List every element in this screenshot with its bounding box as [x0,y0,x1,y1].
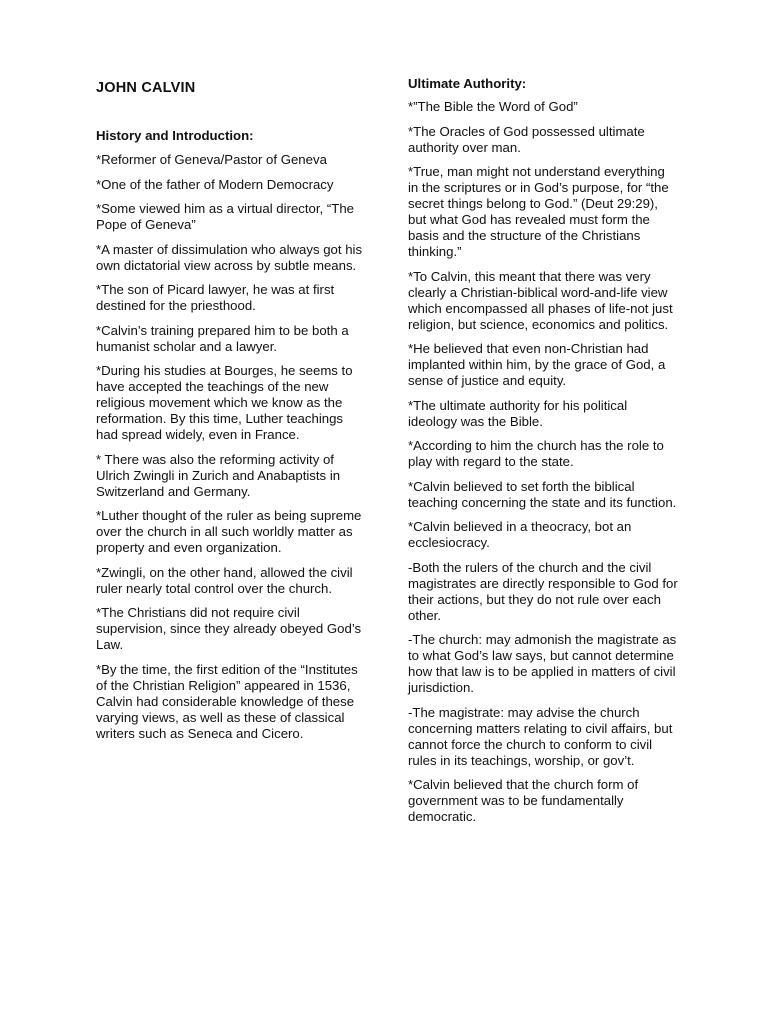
paragraph: *Calvin’s training prepared him to be both a humanist scholar and a lawyer. [96,322,349,354]
paragraph: *Calvin believed that the church form of government was to be fundamentally democratic. [408,777,639,824]
paragraph: *By the time, the first edition of the “Institutes of the Christian Religion” appeared in 1536, Calvin had considerable knowledge of these varying views, as well as these of classical writers such as Seneca and Cicero. [96,661,358,741]
paragraph: *Calvin believed in a theocracy, bot an ecclesiocracy. [408,519,632,550]
section-heading-ultimate-authority: Ultimate Authority: [408,76,527,91]
paragraph: *One of the father of Modern Democracy [96,176,334,192]
paragraph: *According to him the church has the role to play with regard to the state. [408,438,664,469]
paragraph: *A master of dissimulation who always got his own dictatorial view across by subtle means. [96,241,363,273]
paragraph: *”The Bible the Word of God” [408,99,578,114]
paragraph: *He believed that even non-Christian had implanted within him, by the grace of God, a sense of justice and equity. [408,341,666,388]
paragraph: *The son of Picard lawyer, he was at first destined for the priesthood. [96,282,335,313]
paragraph: *Some viewed him as a virtual director, “The Pope of Geneva” [96,201,354,232]
paragraph: *Reformer of Geneva/Pastor of Geneva [96,152,327,167]
paragraph: *The Oracles of God possessed ultimate authority over man. [408,123,645,155]
paragraph: *Luther thought of the ruler as being supreme over the church in all such worldly matter as property and even organization. [96,508,362,555]
paragraph: *The ultimate authority for his political ideology was the Bible. [408,397,628,429]
paragraph: *During his studies at Bourges, he seems to have accepted the teachings of the new religious movement which we know as the reformation. By this time, Luther teachings had spread widely, even in France. [96,363,353,442]
paragraph: *Calvin believed to set forth the biblical teaching concerning the state and its function. [408,478,677,510]
paragraph: -Both the rulers of the church and the civil magistrates are directly responsible to God for their actions, but they do not rule over each other. [408,559,678,623]
paragraph: * There was also the reforming activity of Ulrich Zwingli in Zurich and Anabaptists in Switzerland and Germany. [96,451,341,499]
right-column [408,76,678,834]
paragraph: *Zwingli, on the other hand, allowed the civil ruler nearly total control over the church. [96,564,353,596]
section-heading-history: History and Introduction: [96,128,254,143]
paragraph: *To Calvin, this meant that there was very clearly a Christian-biblical word-and-life view which encompassed all phases of life-not just religion, but science, economics and politics. [408,268,673,332]
left-column [96,72,366,750]
document-title: JOHN CALVIN [96,80,196,96]
paragraph: -The church: may admonish the magistrate as to what God’s law says, but cannot determine how that law is to be applied in matters of civil jurisdiction. [408,632,677,695]
paragraph: *True, man might not understand everything in the scriptures or in God’s purpose, for “the secret things belong to God.” (Deut 29:29), but what God has revealed must form the basis and the structure of the Christians thinking.” [408,164,669,259]
paragraph: *The Christians did not require civil supervision, since they already obeyed God’s Law. [96,605,362,652]
paragraph: -The magistrate: may advise the church concerning matters relating to civil affairs, but cannot force the church to conform to civil rules in its teachings, worship, or gov’t. [408,704,673,768]
